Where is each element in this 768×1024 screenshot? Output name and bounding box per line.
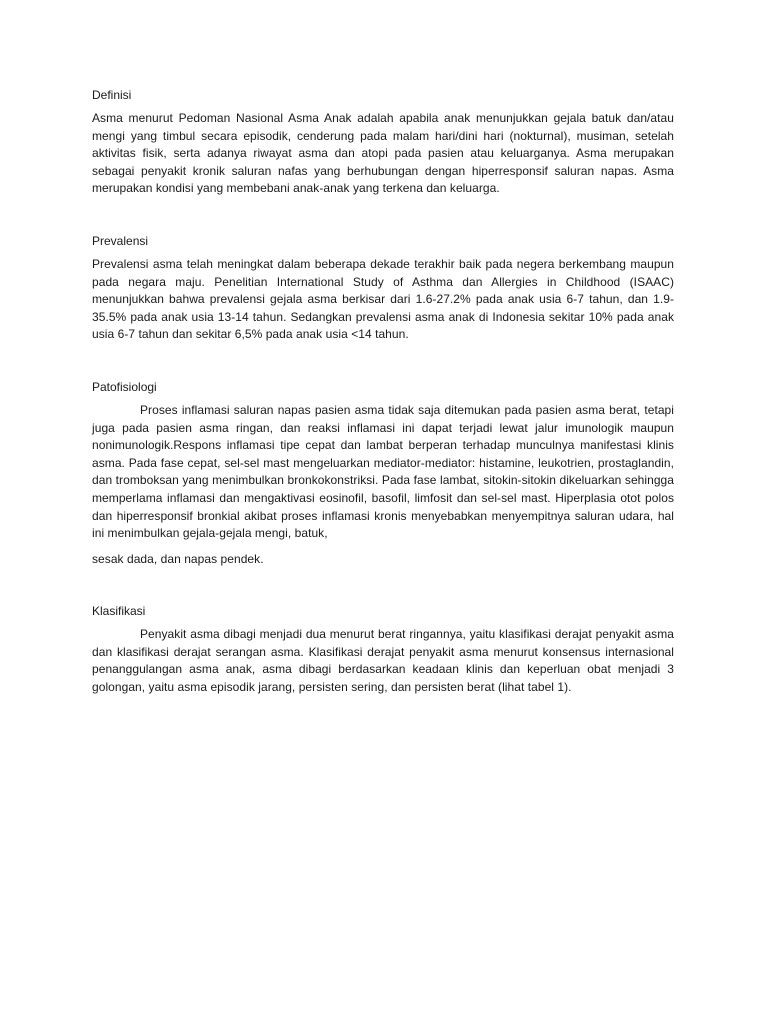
section-definisi (92, 86, 674, 198)
paragraph-patofisiologi-1: Proses inflamasi saluran napas pasien asma tidak saja ditemukan pada pasien asma berat, tetapi juga pada pasien asma ringan, dan reaksi inflamasi ini dapat terjadi lewat jalur imunologik maupun nonimunologik.Respons inflamasi tipe cepat dan lambat berperan terhadap munculnya manifestasi klinis asma. Pada fase cepat, sel-sel mast mengeluarkan mediator-mediator: histamine, leukotrien, prostaglandin, dan tromboksan yang menimbulkan bronkokonstriksi. Pada fase lambat, sitokin-sitokin dikeluarkan sehingga memperlama inflamasi dan mengaktivasi eosinofil, basofil, limfosit dan sel-sel mast. Hiperplasia otot polos dan hiperresponsif bronkial akibat proses inflamasi kronis menyebabkan menyempitnya saluran udara, hal ini menimbulkan gejala-gejala mengi, batuk, (92, 402, 674, 541)
paragraph-patofisiologi-2: sesak dada, dan napas pendek. (92, 551, 264, 566)
document-page (92, 86, 674, 697)
section-patofisiologi (92, 378, 674, 568)
section-heading-klasifikasi: Klasifikasi (92, 604, 146, 619)
section-heading-definisi: Definisi (92, 88, 132, 102)
paragraph-prevalensi: Prevalensi asma telah meningkat dalam beberapa dekade terakhir baik pada negera berkembang maupun pada negara maju. Penelitian International Study of Asthma dan Allergies in Childhood (ISAAC) menunjukkan bahwa prevalensi gejala asma berkisar dari 1.6-27.2% pada anak usia 6-7 tahun, dan 1.9-35.5% pada anak usia 13-14 tahun. Sedangkan prevalensi asma anak di Indonesia sekitar 10% pada anak usia 6-7 tahun dan sekitar 6,5% pada anak usia <14 tahun. (92, 256, 674, 342)
paragraph-klasifikasi: Penyakit asma dibagi menjadi dua menurut berat ringannya, yaitu klasifikasi derajat penyakit asma dan klasifikasi derajat serangan asma. Klasifikasi derajat penyakit asma menurut konsensus internasional penanggulangan asma anak, asma dibagi berdasarkan keadaan klinis dan keperluan obat menjadi 3 golongan, yaitu asma episodik jarang, persisten sering, dan persisten berat (lihat tabel 1). (92, 627, 674, 695)
section-heading-patofisiologi: Patofisiologi (92, 379, 157, 394)
section-heading-prevalensi: Prevalensi (92, 233, 149, 248)
section-klasifikasi (92, 602, 674, 696)
paragraph-definisi: Asma menurut Pedoman Nasional Asma Anak adalah apabila anak menunjukkan gejala batuk dan/atau mengi yang timbul secara episodik, cenderung pada malam hari/dini hari (nokturnal), musiman, setelah aktivitas fisik, serta adanya riwayat asma dan atopi pada pasien atau keluarganya. Asma merupakan sebagai penyakit kronik saluran nafas yang berhubungan dengan hiperresponsif saluran napas. Asma merupakan kondisi yang membebani anak-anak yang terkena dan keluarga. (92, 111, 674, 196)
section-prevalensi (92, 232, 674, 344)
